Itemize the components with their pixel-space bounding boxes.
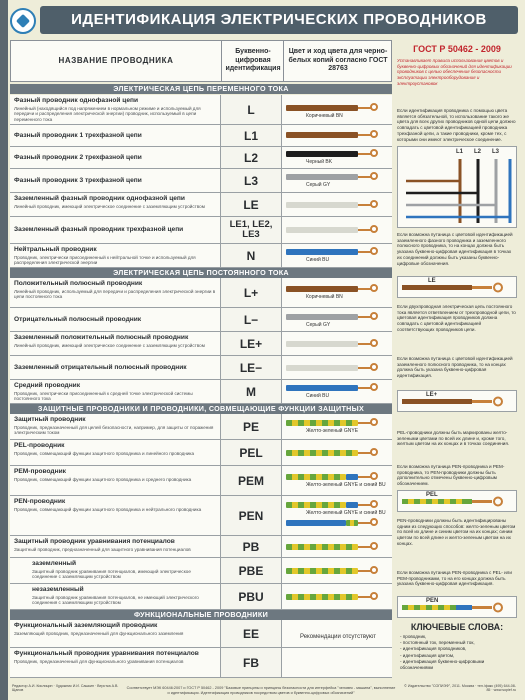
row-name: Фазный проводник 2 трехфазной цепи (14, 154, 142, 161)
title-bar (40, 6, 518, 34)
row-code: PEN (220, 496, 282, 535)
keyword: - проводник, (400, 634, 427, 639)
row-name: Заземленный положительный полюсный проводник (14, 334, 189, 341)
wire-label: Желто-зеленый GNYE и синий BU (306, 510, 386, 516)
row-desc: Линейный проводник, имеющий электрическое соединение с заземляющим устройством (14, 342, 205, 348)
row-code: M (220, 380, 282, 403)
row-code: LE1, LE2, LE3 (220, 217, 282, 243)
footer-standard: Соответствует МЭК 60446:2007 и ГОСТ Р 50462 - 2009 "Базовые принципы и принципы безопасности для интерфейса "человек - машина", выполнение и идентификация. Идентификация проводников посредством цветов и буквенно-цифровых обозначений" (126, 686, 396, 695)
table-row (10, 147, 392, 169)
row-name: PEL-проводник (14, 442, 65, 449)
table-row (10, 440, 392, 466)
row-code: PE (220, 414, 282, 439)
keyword: - идентификация буквенно-цифровыми обозначениями (400, 658, 485, 670)
no-recommendation: Рекомендации отсутствуют (299, 634, 376, 640)
gost-title: ГОСТ Р 50462 - 2009 (413, 44, 501, 54)
table-row (10, 584, 392, 610)
row-name: Нейтральный проводник (14, 246, 97, 253)
row-desc: Проводник, электрически присоединенный к средней точке электрической системы постоянного тока (14, 390, 193, 402)
row-desc: Проводник, предназначенный для функционального уравнивания потенциалов (14, 658, 184, 664)
table-row (10, 356, 392, 380)
row-desc: Линейный (находящийся под напряжением в нормальном режиме и используемый для передачи и распределения электрической энергии) проводник, используемый в цепи переменного тока (14, 105, 201, 122)
wire-label: Синий BU (306, 257, 330, 263)
note-4: Если возможна путаница с цветовой идентификацией заземленного полюсного проводника, то на концах должна быть указана буквенно-цифровая идентификация. (397, 356, 513, 379)
row-code: PEL (220, 440, 282, 465)
header-name: НАЗВАНИЕ ПРОВОДНИКА (58, 56, 174, 66)
wire-label: Синий BU (306, 393, 330, 399)
wire-label: Серый GY (306, 322, 331, 328)
row-name: Фазный проводник 3 трехфазной цепи (14, 177, 142, 184)
table-row (10, 125, 392, 147)
row-code: FB (220, 648, 282, 677)
wire-label: Желто-зеленый GNYE и синий BU (306, 482, 386, 488)
label-le-plus: LE+ (426, 392, 438, 398)
wire-label: Коричневый BN (306, 113, 343, 119)
row-code: L+ (220, 278, 282, 307)
poster-title: ИДЕНТИФИКАЦИЯ ЭЛЕКТРИЧЕСКИХ ПРОВОДНИКОВ (71, 11, 487, 28)
table-row (10, 308, 392, 332)
row-name: Заземленный отрицательный полюсный проводник (14, 364, 187, 371)
row-name: Заземленный фазный проводник трехфазной цепи (14, 226, 184, 233)
row-desc: Проводник, совмещающий функции защитного проводника и линейного проводника (14, 450, 195, 456)
row-code: N (220, 244, 282, 267)
row-desc: Проводник, совмещающий функции защитного проводника и среднего проводника (14, 476, 192, 482)
logo-icon (10, 8, 36, 34)
keywords-title: КЛЮЧЕВЫЕ СЛОВА: (410, 622, 504, 632)
row-code: PB (220, 536, 282, 557)
row-name: Функциональный проводник уравнивания потенциалов (14, 650, 199, 657)
keyword: - постоянный ток, переменный ток, (400, 640, 475, 646)
row-name: Заземленный фазный проводник однофазной цепи (14, 195, 185, 202)
figure-le (397, 276, 517, 298)
row-name: Отрицательный полюсный проводник (14, 316, 142, 323)
label-l2: L2 (474, 149, 482, 155)
footer-credits: Редактор А.И. Кислицин · Художник И.И. Сашкин · Верстка А.В. Щапов (12, 684, 119, 693)
wire-label: Коричневый BN (306, 294, 343, 300)
row-name: Средний проводник (14, 382, 81, 389)
row-code: L (220, 95, 282, 124)
row-name: незаземленный (32, 586, 84, 593)
band-fn: ФУНКЦИОНАЛЬНЫЕ ПРОВОДНИКИ (10, 610, 392, 620)
row-name: Положительный полюсный проводник (14, 280, 143, 287)
label-l1: L1 (456, 149, 464, 155)
table-row (10, 634, 392, 678)
row-desc: Проводник, электрически присоединенный к нейтральной точке и используемый для распределения электрической энергии (14, 254, 196, 266)
label-pen: PEN (426, 598, 439, 604)
table-row (10, 414, 392, 440)
table-row (10, 217, 392, 244)
note-5: PEL-проводники должны быть маркированы желто-зелеными цветами по всей их длине и, кроме того, желтым цветом на их концах и в точках соединения. (397, 430, 510, 447)
row-desc: Защитный проводник уравнивания потенциалов, имеющий электрическое соединение с заземляющим устройством (32, 568, 191, 580)
row-desc: Защитный проводник, предназначенный для защитного уравнивания потенциалов (14, 546, 191, 552)
figure-three-phase (397, 146, 517, 228)
row-desc: Проводник, совмещающий функции защитного проводника и нейтрального проводника (14, 506, 202, 512)
note-8: Если возможна путаница PEN-проводника с PEL- или PEM-проводниками, то на его концах должна быть указана буквенно-цифровая идентификация. (397, 570, 512, 587)
row-code: LE− (220, 356, 282, 379)
row-desc: Защитный проводник уравнивания потенциалов, не имеющий электрического соединения с заземляющим устройством (32, 594, 199, 606)
row-code: LE+ (220, 332, 282, 355)
footer-publisher: © Издательство "СОПИЭФ", 2011. Москва · тел./факс (495) 644-08-85 · www.sopief.ru (404, 684, 516, 693)
row-name: PEN-проводник (14, 498, 66, 505)
table-row (10, 466, 392, 496)
header-color: Цвет и ход цвета для черно-белых копий согласно ГОСТ 28763 (283, 41, 392, 81)
row-name: Защитный проводник уравнивания потенциалов (14, 538, 175, 545)
row-name: PEM-проводник (14, 468, 66, 475)
row-code: EE (220, 620, 282, 647)
three-phase-drawing (398, 147, 516, 227)
table-row (10, 558, 392, 584)
band-ac: ЭЛЕКТРИЧЕСКАЯ ЦЕПЬ ПЕРЕМЕННОГО ТОКА (10, 84, 392, 94)
row-desc: Проводник, предназначенный для целей безопасности, например, для защиты от поражения электрическим током (14, 424, 214, 436)
table-row (10, 536, 392, 558)
note-3: Если двухпроводная электрическая цепь постоянного тока является ответвлением от трехпроводной цепи, то цветовая идентификация проводников должна совпадать с цветовой идентификацией соответствующих проводников цепи. (397, 304, 516, 332)
table-row (10, 332, 392, 356)
note-6: Если возможна путаница PEN-проводника и PEM-проводника, то PEN-проводники должны быть дополнительно отмечены буквенно-цифровым обозначением. (397, 464, 505, 487)
table-row (10, 169, 392, 193)
row-code: LE (220, 193, 282, 216)
figure-le-plus (397, 390, 517, 412)
note-1: Если идентификация проводника с помощью цвета является обязательной, то использование такого же цвета для всех других проводников одной цепи должно совпадать с цветовой идентификацией проводника трехфазной цепи, а такие проводники, кроме тех, с которыми они имеют электрическое соединение. (397, 108, 516, 142)
wire-label: Желто-зеленый GNYE (306, 428, 359, 434)
left-strip (0, 0, 8, 700)
band-pe: ЗАЩИТНЫЕ ПРОВОДНИКИ И ПРОВОДНИКИ, СОВМЕЩАЮЩИЕ ФУНКЦИИ ЗАЩИТНЫХ (10, 404, 392, 414)
row-code: L3 (220, 169, 282, 192)
table-row (10, 278, 392, 308)
keyword: - идентификация цветом, (400, 652, 455, 658)
label-pel: PEL (426, 492, 438, 498)
table-row (10, 95, 392, 125)
row-name: Фазный проводник 1 трехфазной цепи (14, 132, 142, 139)
row-name: Фазный проводник однофазной цепи (14, 97, 139, 104)
row-desc: Линейный проводник, имеющий электрическое соединение с заземляющим устройством (14, 203, 205, 209)
label-l3: L3 (492, 149, 500, 155)
row-name: Функциональный заземляющий проводник (14, 622, 158, 629)
row-code: PBE (220, 558, 282, 583)
row-code: L1 (220, 125, 282, 146)
row-code: L− (220, 308, 282, 331)
figure-pel (397, 490, 517, 512)
header-alpha: Буквенно-цифровая идентификация (221, 41, 284, 81)
row-name: заземленный (32, 560, 77, 567)
table-row (10, 193, 392, 217)
band-dc: ЭЛЕКТРИЧЕСКАЯ ЦЕПЬ ПОСТОЯННОГО ТОКА (10, 268, 392, 278)
row-desc: Линейный проводник, используемый для передачи и распределения электрической энергии в цепи постоянного тока (14, 288, 216, 300)
keywords-list (400, 634, 516, 671)
table-row (10, 496, 392, 536)
row-desc: Заземляющий проводник, предназначенный для функционального заземления (14, 630, 184, 636)
gost-description: Устанавливает правила использования цветов и буквенно-цифровых обозначений для идентификации проводников с целью обеспечения безопасности эксплуатации электрооборудования и электроустановок (397, 58, 512, 86)
wire-label: Черный BK (306, 159, 333, 165)
row-code: L2 (220, 147, 282, 168)
table-header (10, 40, 392, 82)
figure-pen (397, 596, 517, 618)
keyword: - идентификация проводников, (400, 646, 467, 652)
note-7: PEN-проводники должны быть идентифицированы одним из следующих способов: желто-зеленым цветом по всей их длине и синим цветом на их концах; синим цветом по всей длине и желто-зеленым цветом на их концах. (397, 518, 516, 546)
row-name: Защитный проводник (14, 416, 86, 423)
row-code: PBU (220, 584, 282, 609)
wire-label: Серый GY (306, 182, 331, 188)
table-row (10, 244, 392, 268)
note-2: Если возможна путаница с цветовой идентификацией заземленного фазного проводника и заземленного полюсного проводника, то на концах должна быть указана буквенно-цифровая идентификация в точках их соединений должны быть указаны буквенно-цифровые обозначения. (397, 232, 513, 266)
row-code: PEM (220, 466, 282, 495)
table-row (10, 380, 392, 404)
label-le: LE (428, 278, 436, 284)
